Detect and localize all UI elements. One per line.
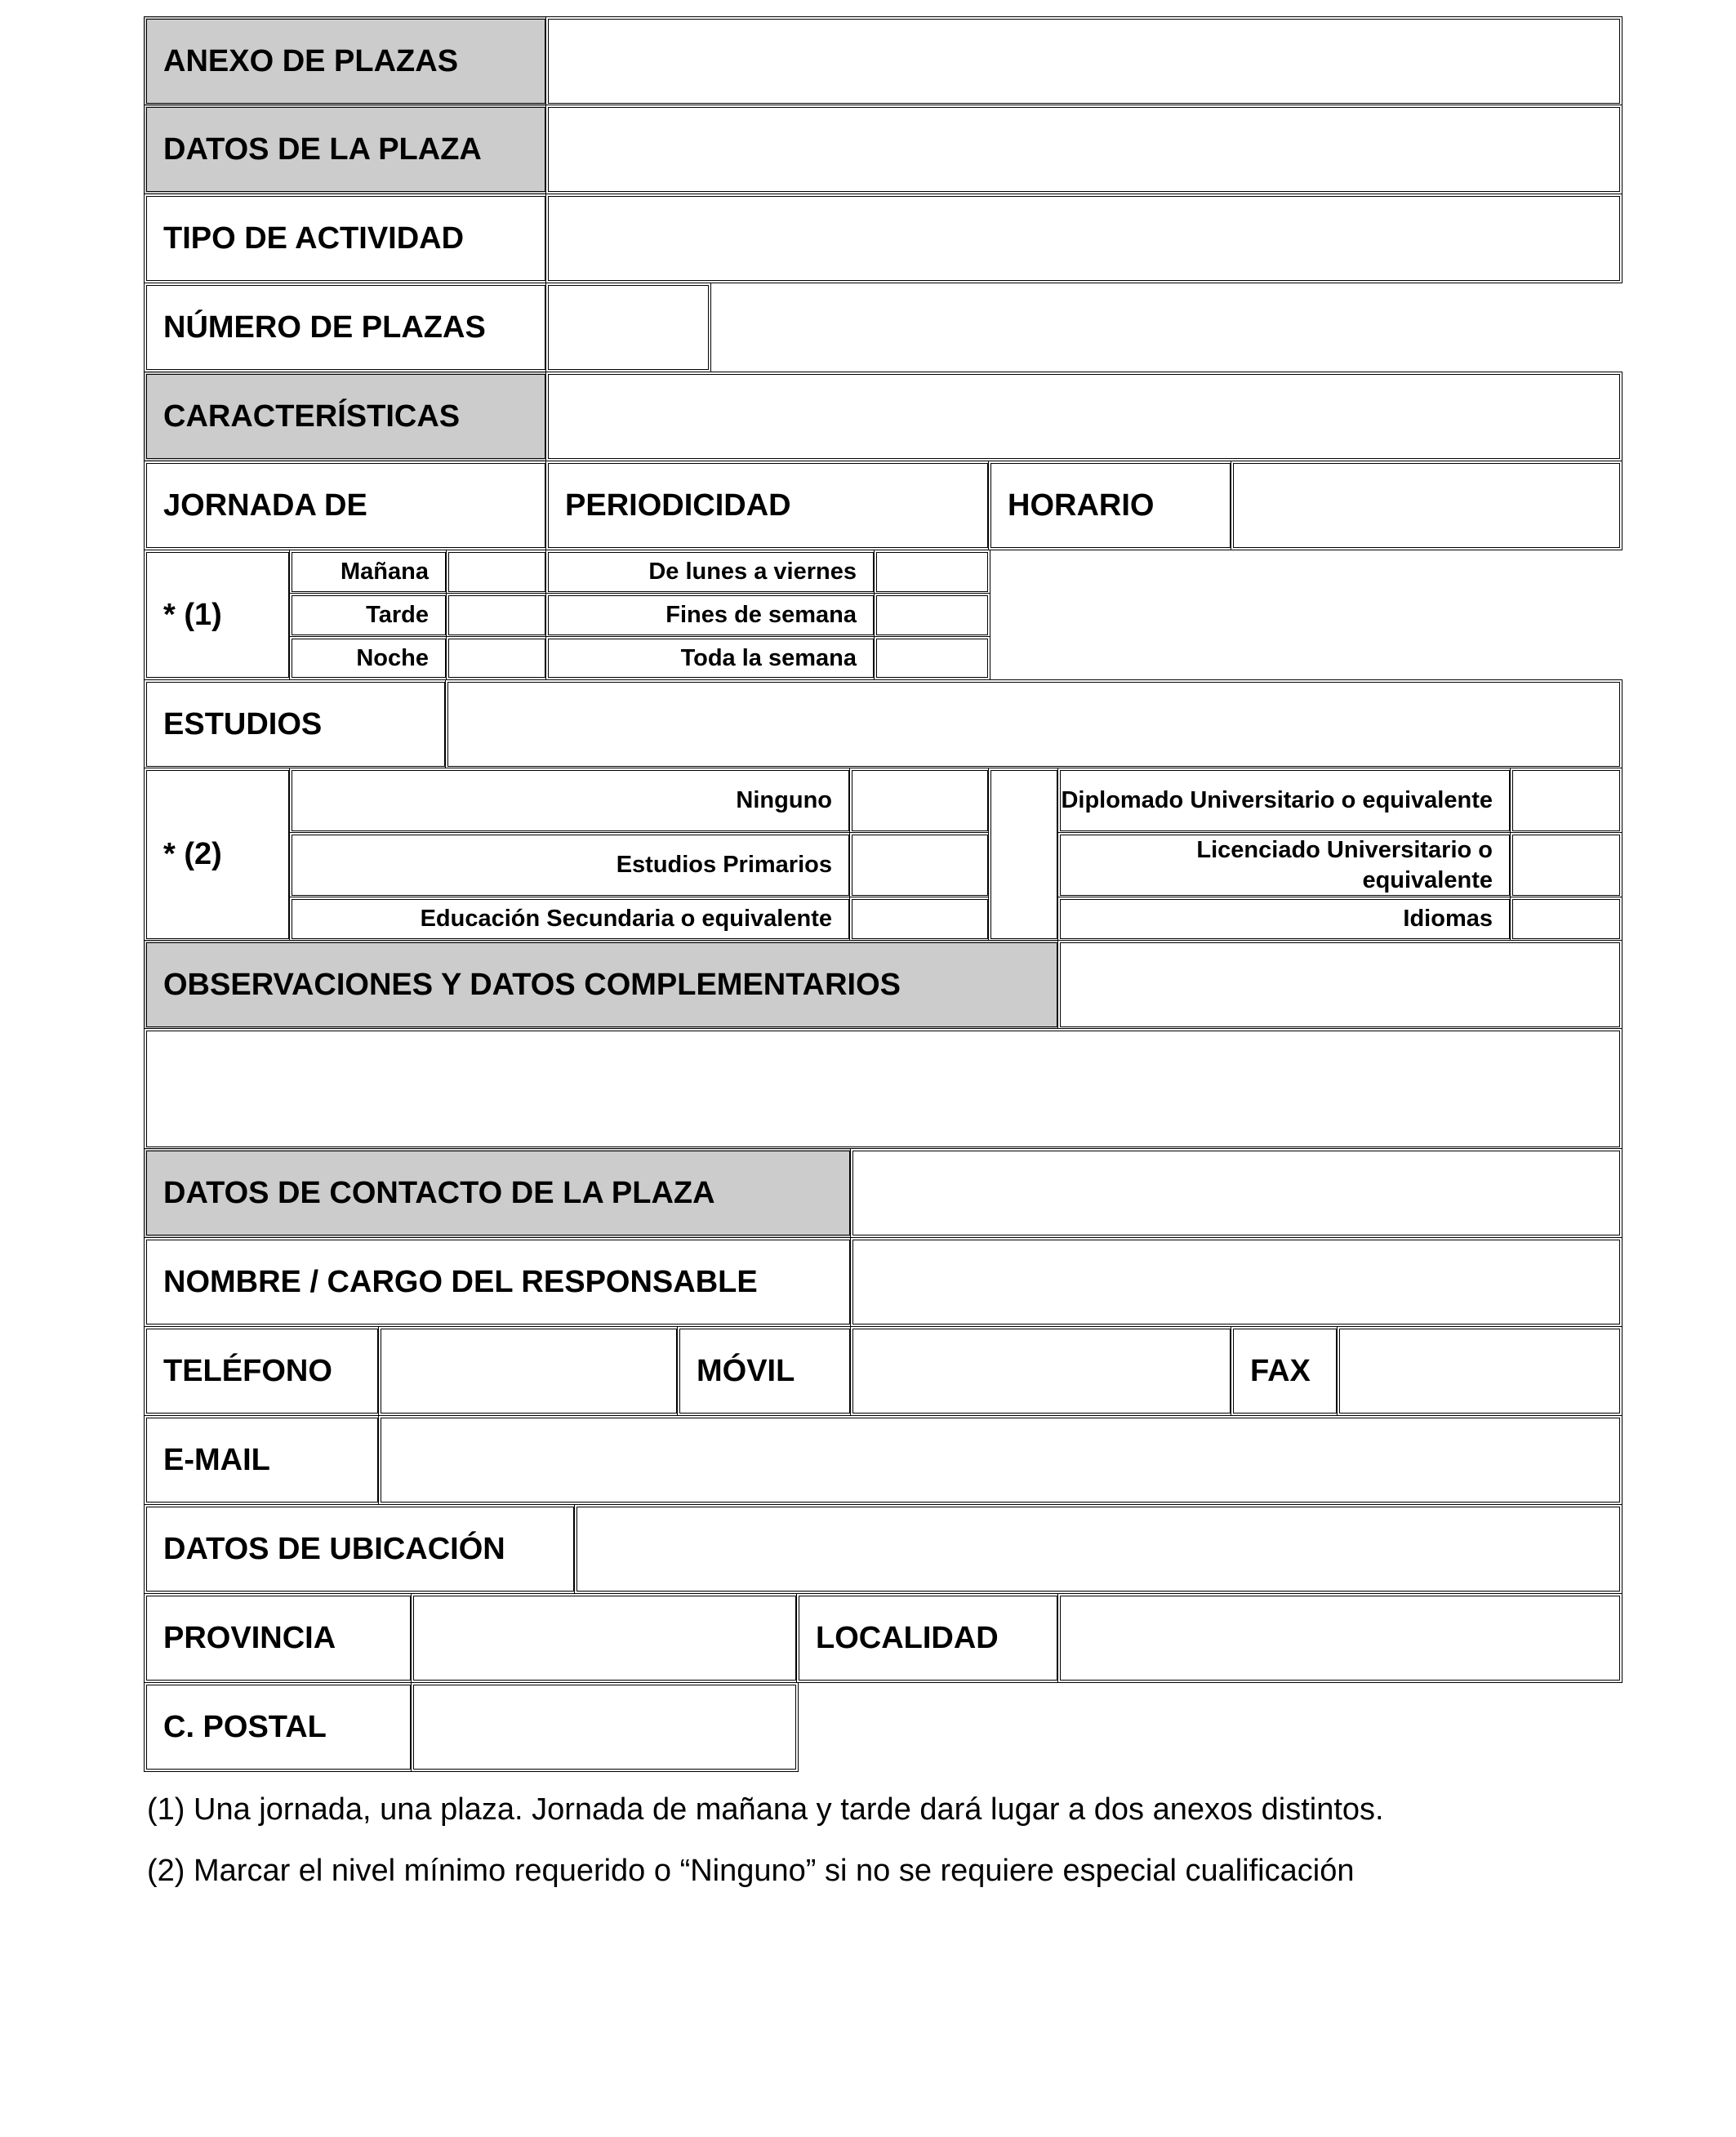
- estudios-secundaria-label: Educación Secundaria o equivalente: [289, 897, 852, 942]
- estudios-label: ESTUDIOS: [144, 679, 447, 769]
- estudios-diplomado-label: Diplomado Universitario o equivalente: [1057, 768, 1512, 834]
- codigo-postal-field[interactable]: [411, 1682, 799, 1772]
- observaciones-header-field[interactable]: [1057, 940, 1622, 1030]
- jornada-option-manana-label: Mañana: [289, 550, 448, 594]
- estudios-diplomado-checkbox[interactable]: [1510, 768, 1622, 834]
- horario-field[interactable]: [1231, 461, 1622, 550]
- anexo-de-plazas-field[interactable]: [545, 16, 1622, 106]
- horario-label: HORARIO: [988, 461, 1233, 550]
- jornada-manana-checkbox[interactable]: [446, 550, 548, 594]
- periodicidad-option-toda-semana-label: Toda la semana: [545, 636, 876, 680]
- estudios-ninguno-label: Ninguno: [289, 768, 852, 834]
- provincia-label: PROVINCIA: [144, 1593, 413, 1683]
- telefono-field[interactable]: [378, 1326, 679, 1416]
- movil-field[interactable]: [850, 1326, 1233, 1416]
- estudios-ninguno-checkbox[interactable]: [849, 768, 990, 834]
- periodicidad-option-lunes-viernes-label: De lunes a viernes: [545, 550, 876, 594]
- movil-label: MÓVIL: [677, 1326, 852, 1416]
- numero-de-plazas-field[interactable]: [545, 283, 711, 372]
- localidad-label: LOCALIDAD: [796, 1593, 1060, 1683]
- periodicidad-lunes-viernes-checkbox[interactable]: [874, 550, 990, 594]
- datos-de-contacto-field[interactable]: [850, 1148, 1622, 1238]
- footnote-2: (2) Marcar el nivel mínimo requerido o “Ninguno” si no se requiere especial cualificación: [147, 1854, 1355, 1888]
- estudios-secundaria-checkbox[interactable]: [849, 897, 990, 942]
- footnote-1: (1) Una jornada, una plaza. Jornada de mañana y tarde dará lugar a dos anexos distintos.: [147, 1792, 1384, 1827]
- jornada-noche-checkbox[interactable]: [446, 636, 548, 680]
- jornada-option-tarde-label: Tarde: [289, 593, 448, 638]
- periodicidad-label: PERIODICIDAD: [545, 461, 990, 550]
- estudios-field[interactable]: [445, 679, 1622, 769]
- datos-de-ubicacion-field[interactable]: [574, 1504, 1622, 1594]
- caracteristicas-field[interactable]: [545, 372, 1622, 461]
- jornada-de-label: JORNADA DE: [144, 461, 548, 550]
- observaciones-heading: OBSERVACIONES Y DATOS COMPLEMENTARIOS: [144, 940, 1060, 1030]
- tipo-de-actividad-field[interactable]: [545, 194, 1622, 283]
- estudios-licenciado-label: Licenciado Universitario o equivalente: [1057, 832, 1512, 898]
- periodicidad-toda-semana-checkbox[interactable]: [874, 636, 990, 680]
- nombre-cargo-label: NOMBRE / CARGO DEL RESPONSABLE: [144, 1237, 852, 1327]
- numero-de-plazas-label: NÚMERO DE PLAZAS: [144, 283, 548, 372]
- periodicidad-fines-semana-checkbox[interactable]: [874, 593, 990, 638]
- datos-de-contacto-heading: DATOS DE CONTACTO DE LA PLAZA: [144, 1148, 852, 1238]
- provincia-field[interactable]: [411, 1593, 799, 1683]
- datos-de-la-plaza-field[interactable]: [545, 105, 1622, 194]
- nombre-cargo-field[interactable]: [850, 1237, 1622, 1327]
- codigo-postal-label: C. POSTAL: [144, 1682, 413, 1772]
- estudios-primarios-checkbox[interactable]: [849, 832, 990, 898]
- fax-label: FAX: [1231, 1326, 1339, 1416]
- email-field[interactable]: [378, 1415, 1622, 1505]
- estudios-primarios-label: Estudios Primarios: [289, 832, 852, 898]
- datos-de-la-plaza-heading: DATOS DE LA PLAZA: [144, 105, 548, 194]
- email-label: E-MAIL: [144, 1415, 381, 1505]
- localidad-field[interactable]: [1057, 1593, 1622, 1683]
- footnote-marker-1: * (1): [144, 550, 292, 680]
- anexo-de-plazas-heading: ANEXO DE PLAZAS: [144, 16, 548, 106]
- estudios-idiomas-checkbox[interactable]: [1510, 897, 1622, 942]
- estudios-licenciado-checkbox[interactable]: [1510, 832, 1622, 898]
- telefono-label: TELÉFONO: [144, 1326, 381, 1416]
- observaciones-textarea[interactable]: [144, 1028, 1622, 1150]
- estudios-idiomas-label: Idiomas: [1057, 897, 1512, 942]
- jornada-option-noche-label: Noche: [289, 636, 448, 680]
- fax-field[interactable]: [1337, 1326, 1622, 1416]
- periodicidad-option-fines-semana-label: Fines de semana: [545, 593, 876, 638]
- footnote-marker-2: * (2): [144, 768, 292, 942]
- jornada-tarde-checkbox[interactable]: [446, 593, 548, 638]
- datos-de-ubicacion-label: DATOS DE UBICACIÓN: [144, 1504, 576, 1594]
- tipo-de-actividad-label: TIPO DE ACTIVIDAD: [144, 194, 548, 283]
- caracteristicas-heading: CARACTERÍSTICAS: [144, 372, 548, 461]
- estudios-spacer-cell: [988, 768, 1060, 942]
